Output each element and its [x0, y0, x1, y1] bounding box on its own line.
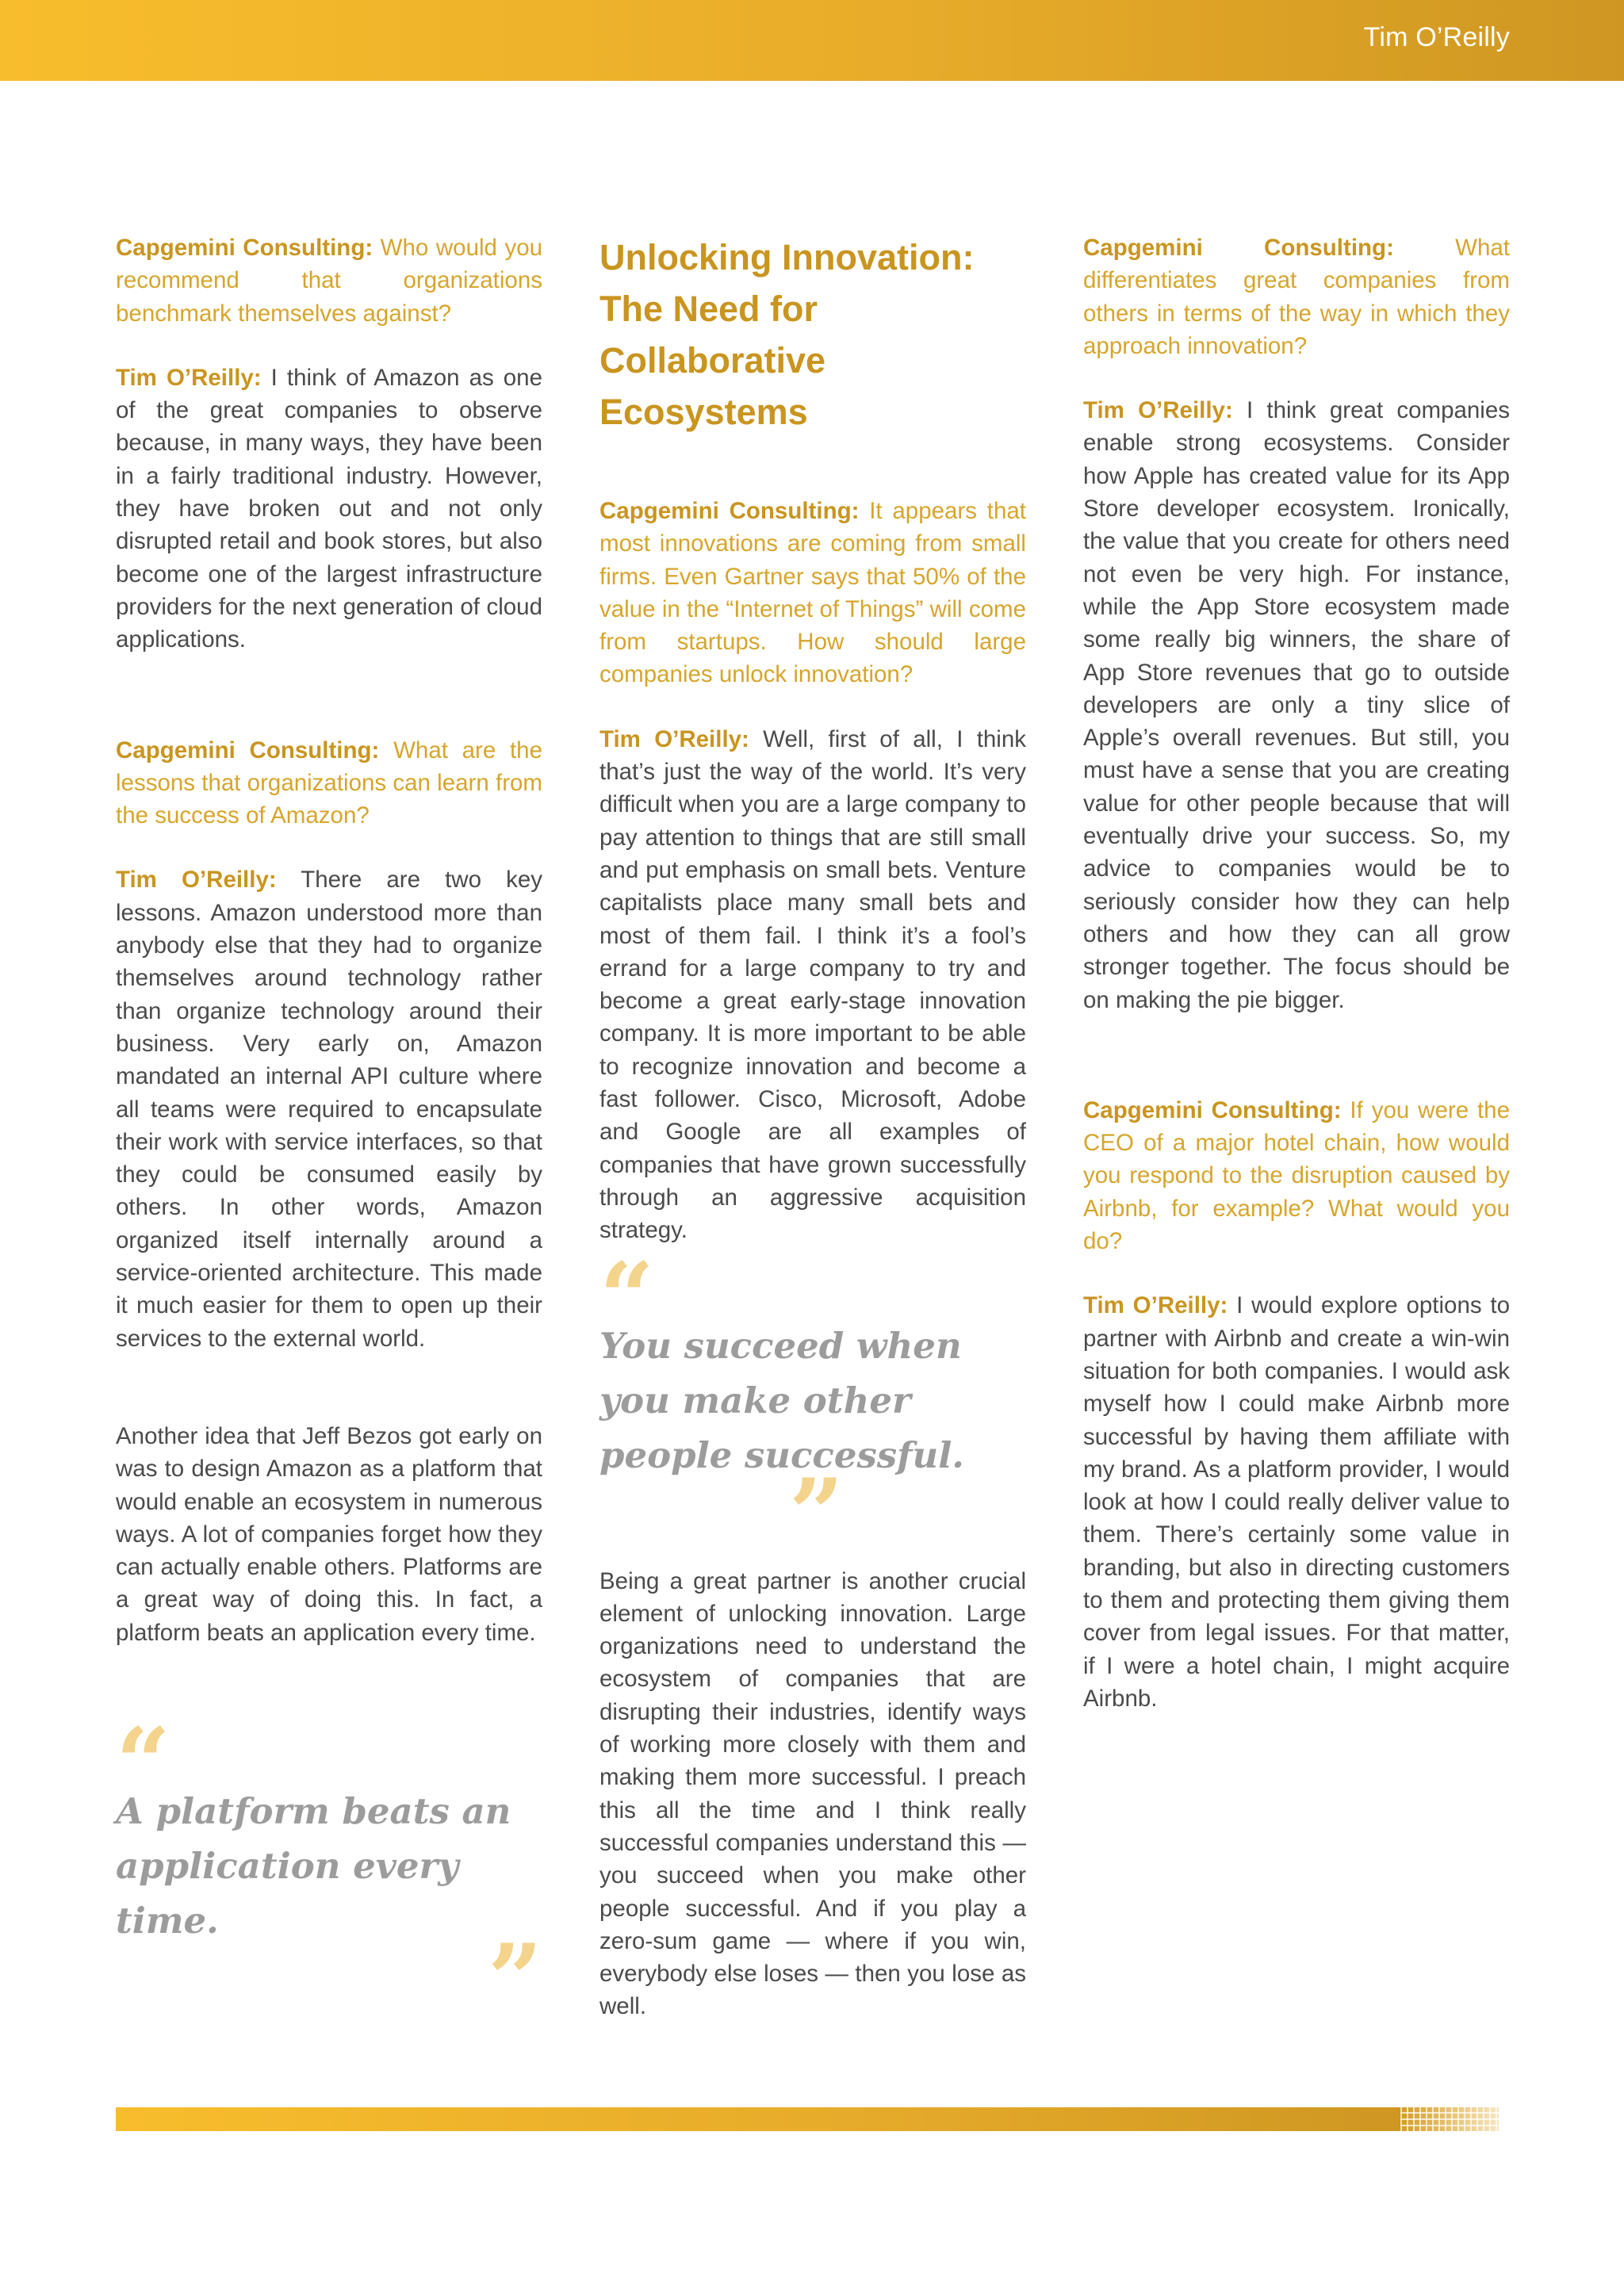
paragraph: Being a great partner is another crucial element of unlocking innovation. Large organizations need to understand the ecosystem of companies that are disrupting their industries, identify ways of working more closely with them and making them more successful. I preach this all the time and I think really successful companies understand this — you succeed when you make other people successful. And if you play a zero-sum game — where if you win, everybody else loses — then you lose as well.: [599, 1567, 1026, 2020]
interviewer-label: Capgemini Consulting:: [1083, 1096, 1342, 1123]
answer: [1083, 1289, 1510, 1715]
footer-bar: [116, 2107, 1400, 2131]
interviewee-label: Tim O’Reilly:: [116, 364, 262, 391]
section-heading: Unlocking Innovation: The Need for Collaborative Ecosystems: [599, 237, 975, 432]
question-text: If you were the CEO of a major hotel chain, how would you respond to the disruption caused by Airbnb, for example? What would you do?: [1083, 1096, 1510, 1255]
interviewer-label: Capgemini Consulting:: [116, 737, 380, 763]
interviewee-label: Tim O’Reilly:: [599, 725, 749, 752]
pull-quote: A platform beats an application every time.: [116, 1789, 511, 1942]
question: [599, 495, 1026, 691]
question-text: Who would you recommend that organizations benchmark themselves against?: [116, 235, 543, 327]
open-quote-icon: “: [116, 1706, 171, 1819]
question-text: What are the lessons that organizations can learn from the success of Amazon?: [116, 737, 542, 829]
interviewer-label: Capgemini Consulting:: [1083, 235, 1394, 261]
interviewer-label: Capgemini Consulting:: [599, 498, 860, 524]
answer-text: Well, first of all, I think that’s just the way of the world. It’s very difficult when you are a large company to pay attention to things that are still small and put emphasis on small bets. Venture capitalists place many small bets and most of them fail. I think it’s a fool’s errand for a large company to try and become a great early-stage innovation company. It is more important to be able to recognize innovation and become a fast follower. Cisco, Microsoft, Adobe and Google are all examples of companies that have grown successfully through an aggressive acquisition strategy.: [599, 725, 1027, 1244]
question-text: It appears that most innovations are coming from small firms. Even Gartner says that 50% of the value in the “Internet of Things” will come from startups. How should large companies unlock innovation?: [599, 498, 1026, 688]
footer-pixel-pattern: [1400, 2107, 1499, 2131]
interviewee-label: Tim O’Reilly:: [1083, 397, 1233, 424]
interviewee-label: Tim O’Reilly:: [116, 867, 277, 894]
header-bar: [0, 0, 1624, 81]
question-text: What differentiates great companies from others in terms of the way in which they approach innovation?: [1083, 235, 1510, 359]
question: [116, 734, 542, 832]
close-quote-icon: ”: [788, 1457, 844, 1570]
column-3: [1083, 232, 1510, 1715]
interviewer-label: Capgemini Consulting:: [116, 235, 373, 261]
header-title: Tim O’Reilly: [1363, 22, 1510, 52]
pull-quote: You succeed when you make other people successful.: [599, 1324, 964, 1476]
answer-text: I think great companies enable strong ecosystems. Consider how Apple has created value for its App Store developer ecosystem. Ironically, the value that you create for others need not even be very high. For instance, while the App Store ecosystem made some really big winners, the share of App Store revenues that go to outside developers are only a tiny slice of Apple’s overall revenues. But still, you must have a sense that you are creating value for other people because that will eventually drive your success. So, my advice to companies would be to seriously consider how they can help others and how they can all grow stronger together. The focus should be on making the pie bigger.: [1083, 397, 1511, 1013]
open-quote-icon: “: [599, 1241, 655, 1353]
answer: [116, 362, 542, 656]
paragraph: Another idea that Jeff Bezos got early on was to design Amazon as a platform that would enable an ecosystem in numerous ways. A lot of companies forget how they can actually enable others. Platforms are a great way of doing this. In fact, a platform beats an application every time.: [116, 1422, 542, 1646]
answer: [599, 723, 1026, 1247]
answer: [116, 863, 542, 1354]
question: [1083, 232, 1510, 362]
answer-text: I would explore options to partner with Airbnb and create a win-win situation for both companies. I would ask myself how I could make Airbnb more successful by having them affiliate with my brand. As a platform provider, I would look at how I could really deliver value to them. There’s certainly some value in branding, but also in directing customers to them and protecting them giving them cover from legal issues. For that matter, if I were a hotel chain, I might acquire Airbnb.: [1083, 1292, 1510, 1712]
answer: [1083, 394, 1510, 1016]
answer-text: I think of Amazon as one of the great companies to observe because, in many ways, they have been in a fairly traditional industry. However, they have broken out and not only disrupted retail and book stores, but also become one of the largest infrastructure providers for the next generation of cloud applications.: [116, 364, 542, 653]
column-2: [599, 232, 1026, 2023]
close-quote-icon: ”: [487, 1923, 542, 2035]
question: [116, 232, 542, 330]
question: [1083, 1094, 1510, 1257]
answer-text: There are two key lessons. Amazon understood more than anybody else that they had to organize themselves around technology rather than organize technology around their business. Very early on, Amazon mandated an internal API culture where all teams were required to encapsulate their work with service interfaces, so that they could be consumed easily by others. In other words, Amazon organized itself internally around a service-oriented architecture. This made it much easier for them to open up their services to the external world.: [116, 867, 542, 1352]
interviewee-label: Tim O’Reilly:: [1083, 1292, 1228, 1319]
column-1: [116, 232, 543, 2035]
